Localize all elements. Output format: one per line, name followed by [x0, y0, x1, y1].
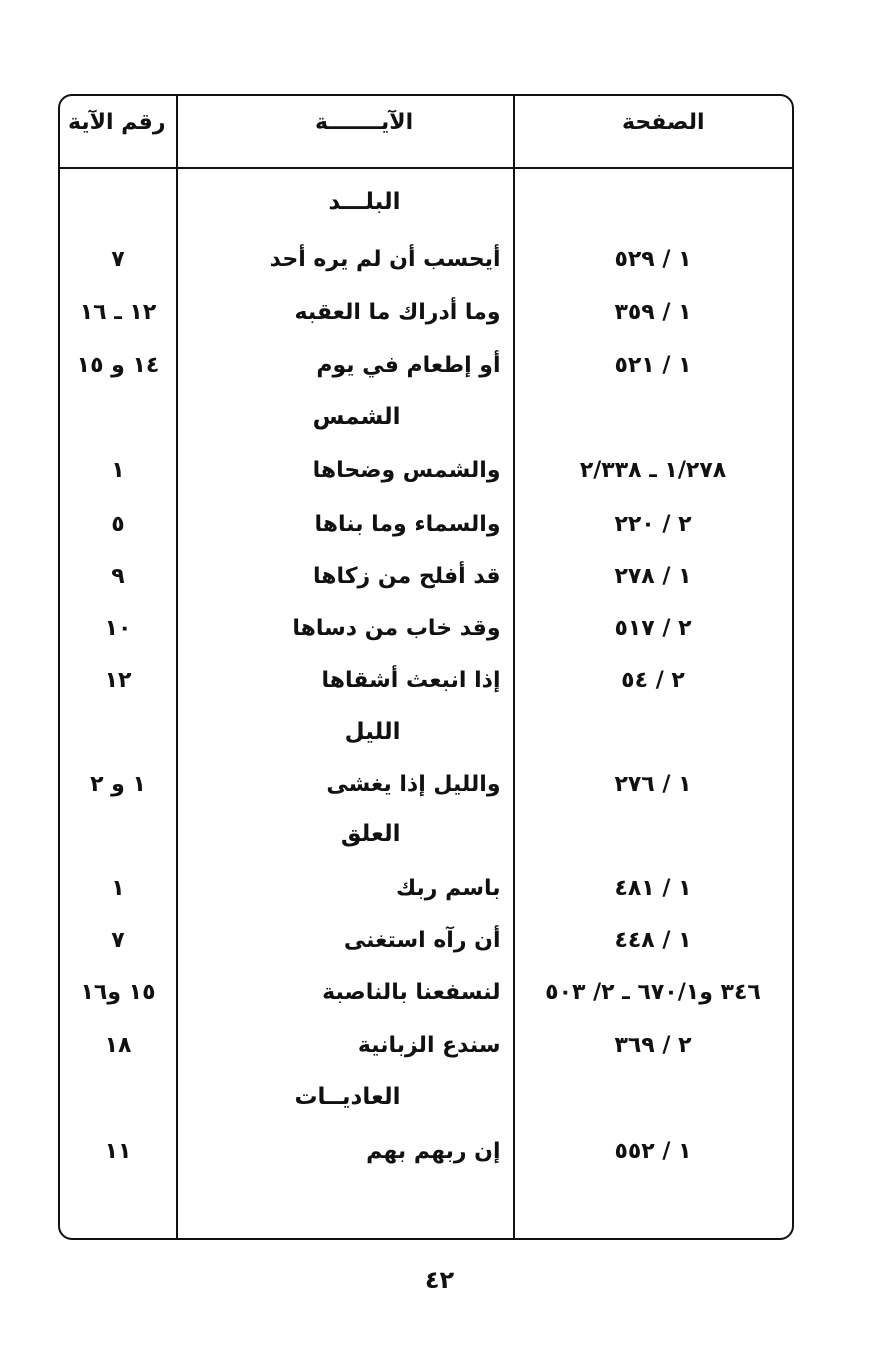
surah-heading: الليل [344, 719, 401, 745]
page-reference-cell: ٢ / ٣٦٩ [614, 1033, 692, 1058]
page-reference-cell: ١ / ٥٢٩ [614, 247, 692, 272]
page-number: ٤٢ [424, 1266, 455, 1294]
ayah-text-cell: والسماء وما بناها [314, 512, 501, 537]
surah-heading: الشمس [312, 404, 401, 430]
header-divider [60, 167, 792, 169]
ayah-number-cell: ١٥ و١٦ [80, 980, 156, 1005]
ayah-number-cell: ١٠ [104, 616, 132, 641]
ayah-text-cell: أن رآه استغنى [343, 928, 501, 953]
header-ayah-number: رقم الآية [68, 110, 166, 135]
ayah-text-cell: والشمس وضحاها [312, 458, 501, 483]
page-reference-cell: ١ / ٢٧٦ [614, 772, 692, 797]
ayah-text-cell: إن ربهم بهم [366, 1139, 501, 1164]
page-reference-cell: ٣٤٦ و٦٧٠/١ ـ ٢/ ٥٠٣ [545, 980, 761, 1005]
ayah-number-cell: ٧ [111, 928, 125, 953]
ayah-text-cell: باسم ربك [396, 876, 501, 901]
ayah-number-cell: ١ و ٢ [90, 772, 146, 797]
page-reference-cell: ١ / ٣٥٩ [614, 300, 692, 325]
ayah-number-cell: ١٨ [104, 1033, 132, 1058]
header-page: الصفحة [622, 110, 705, 135]
ayah-text-cell: لنسفعنا بالناصبة [322, 980, 501, 1005]
ayah-number-cell: ١ [111, 458, 125, 483]
ayah-number-cell: ١٢ ـ ١٦ [79, 300, 157, 325]
ayah-text-cell: والليل إذا يغشى [326, 772, 501, 797]
page-reference-cell: ١ / ٤٨١ [614, 876, 692, 901]
ayah-number-cell: ١٤ و ١٥ [76, 353, 160, 378]
page-reference-cell: ٢ / ٢٢٠ [614, 512, 692, 537]
ayah-number-cell: ٥ [111, 512, 125, 537]
ayah-text-cell: أيحسب أن لم يره أحد [269, 247, 501, 272]
index-table [58, 94, 794, 1240]
ayah-text-cell: قد أفلح من زكاها [312, 564, 501, 589]
ayah-text-cell: إذا انبعث أشقاها [321, 668, 501, 693]
surah-heading: البلـــد [328, 189, 401, 215]
ayah-text-cell: أو إطعام في يوم [316, 353, 501, 378]
ayah-number-cell: ٩ [111, 564, 125, 589]
ayah-text-cell: سندع الزبانية [357, 1033, 501, 1058]
ayah-number-cell: ١٢ [104, 668, 132, 693]
surah-heading: العاديــات [294, 1084, 401, 1110]
ayah-number-cell: ١ [111, 876, 125, 901]
page-reference-cell: ١ / ٤٤٨ [614, 928, 692, 953]
page-reference-cell: ٢ / ٥١٧ [614, 616, 692, 641]
column-divider [176, 96, 178, 1238]
page-reference-cell: ٢ / ٥٤ [621, 668, 685, 693]
page-reference-cell: ١ / ٢٧٨ [614, 564, 692, 589]
header-ayah: الآيـــــــة [315, 110, 414, 135]
page-reference-cell: ١/٢٧٨ ـ ٢/٣٣٨ [579, 458, 727, 483]
surah-heading: العلق [340, 821, 401, 847]
page-reference-cell: ١ / ٥٥٢ [614, 1139, 692, 1164]
ayah-text-cell: وما أدراك ما العقبه [294, 300, 501, 325]
page-reference-cell: ١ / ٥٢١ [614, 353, 692, 378]
ayah-number-cell: ٧ [111, 247, 125, 272]
ayah-text-cell: وقد خاب من دساها [292, 616, 501, 641]
ayah-number-cell: ١١ [104, 1139, 132, 1164]
